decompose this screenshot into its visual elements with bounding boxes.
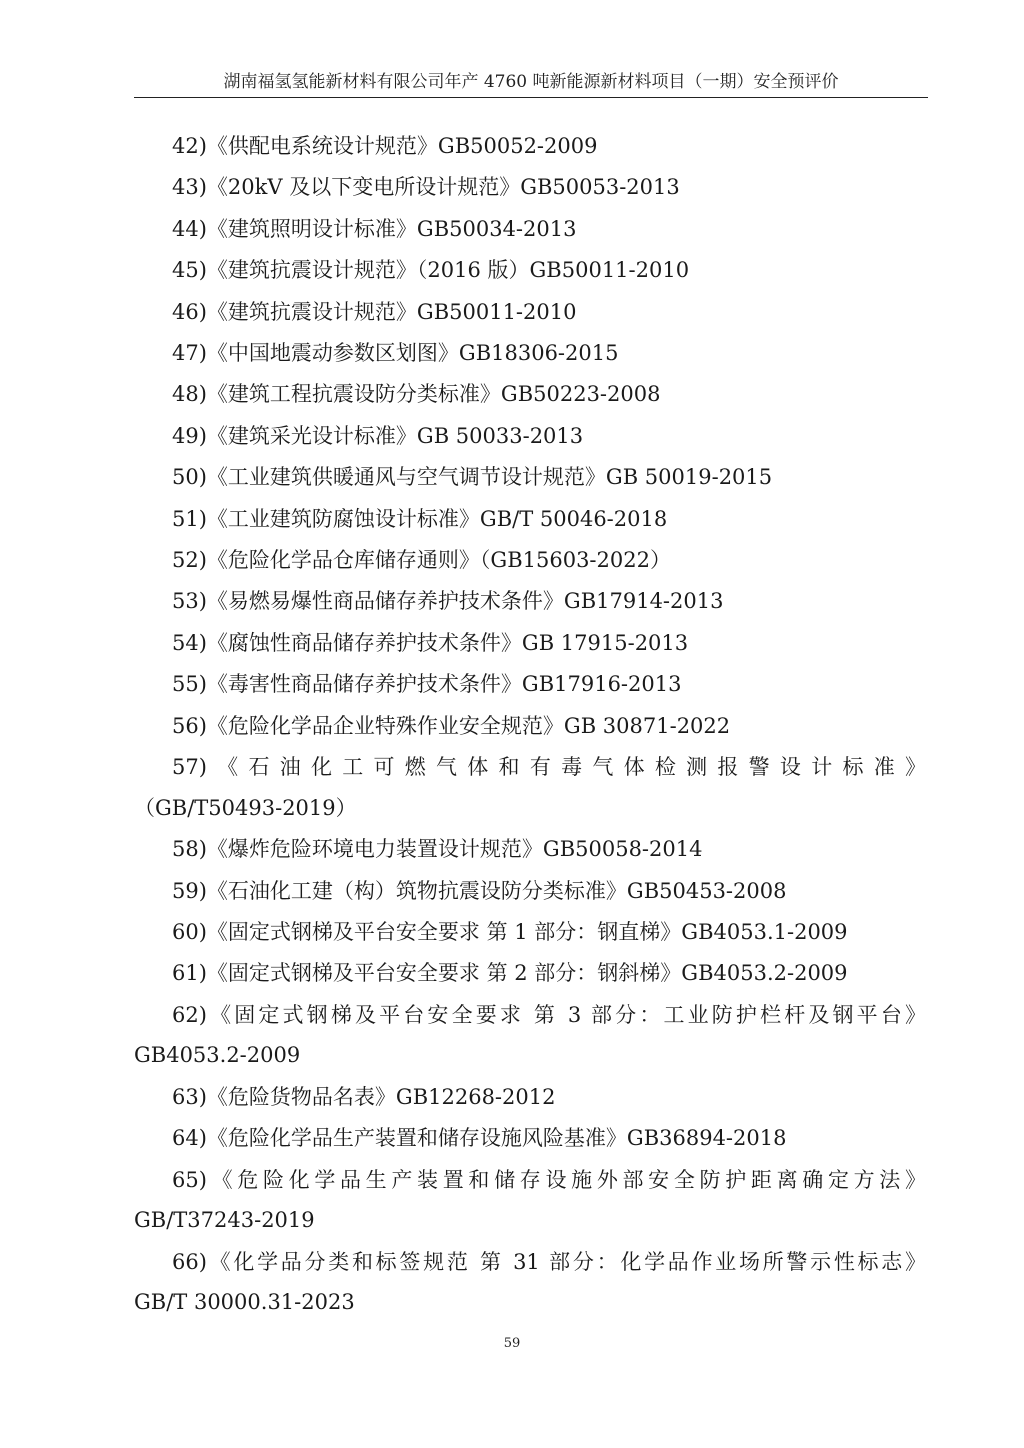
reference-item-65-line2: GB/T37243-2019 xyxy=(134,1208,315,1233)
reference-item-43: 43)《20kV 及以下变电所设计规范》GB50053-2013 xyxy=(172,175,680,200)
page-number: 59 xyxy=(503,1336,521,1351)
reference-item-62-line2: GB4053.2-2009 xyxy=(134,1043,301,1068)
reference-item-51: 51)《工业建筑防腐蚀设计标准》GB/T 50046-2018 xyxy=(172,506,668,531)
reference-item-46: 46)《建筑抗震设计规范》GB50011-2010 xyxy=(172,299,577,324)
reference-item-64: 64)《危险化学品生产装置和储存设施风险基准》GB36894-2018 xyxy=(172,1126,787,1151)
reference-item-49: 49)《建筑采光设计标准》GB 50033-2013 xyxy=(172,423,584,448)
reference-item-56: 56)《危险化学品企业特殊作业安全规范》GB 30871-2022 xyxy=(172,713,731,738)
reference-item-66 xyxy=(134,1242,926,1323)
reference-item-47: 47)《中国地震动参数区划图》GB18306-2015 xyxy=(172,341,619,366)
running-header: 湖南福氢氢能新材料有限公司年产 4760 吨新能源新材料项目（一期）安全预评价 xyxy=(223,72,839,92)
reference-item-65-line1: 65)《危险化学品生产装置和储存设施外部安全防护距离确定方法》 xyxy=(172,1167,926,1192)
reference-item-57-line2: （GB/T50493-2019） xyxy=(134,795,357,820)
reference-list xyxy=(134,126,926,1324)
reference-item-58: 58)《爆炸危险环境电力装置设计规范》GB50058-2014 xyxy=(172,837,703,862)
reference-item-44: 44)《建筑照明设计标准》GB50034-2013 xyxy=(172,216,577,241)
reference-item-42: 42)《供配电系统设计规范》GB50052-2009 xyxy=(172,134,598,158)
header-rule xyxy=(134,97,928,98)
reference-item-62 xyxy=(134,995,926,1076)
reference-item-62-line1: 62)《固定式钢梯及平台安全要求 第 3 部分：工业防护栏杆及钢平台》 xyxy=(172,1002,926,1027)
reference-item-57-line1: 57)《石油化工可燃气体和有毒气体检测报警设计标准》 xyxy=(172,755,926,780)
reference-item-53: 53)《易燃易爆性商品储存养护技术条件》GB17914-2013 xyxy=(172,589,724,614)
reference-item-54: 54)《腐蚀性商品储存养护技术条件》GB 17915-2013 xyxy=(172,630,689,655)
reference-item-63: 63)《危险货物品名表》GB12268-2012 xyxy=(172,1084,556,1109)
reference-item-52: 52)《危险化学品仓库储存通则》（GB15603-2022） xyxy=(172,548,671,573)
reference-item-57 xyxy=(134,747,926,828)
reference-item-59: 59)《石油化工建（构）筑物抗震设防分类标准》GB50453-2008 xyxy=(172,878,787,903)
reference-item-55: 55)《毒害性商品储存养护技术条件》GB17916-2013 xyxy=(172,672,682,697)
reference-item-50: 50)《工业建筑供暖通风与空气调节设计规范》GB 50019-2015 xyxy=(172,465,773,490)
reference-item-66-line2: GB/T 30000.31-2023 xyxy=(134,1290,355,1315)
reference-item-65 xyxy=(134,1160,926,1241)
reference-item-66-line1: 66)《化学品分类和标签规范 第 31 部分：化学品作业场所警示性标志》 xyxy=(172,1249,926,1274)
reference-item-61: 61)《固定式钢梯及平台安全要求 第 2 部分：钢斜梯》GB4053.2-2009 xyxy=(172,961,848,986)
reference-item-60: 60)《固定式钢梯及平台安全要求 第 1 部分：钢直梯》GB4053.1-2009 xyxy=(172,919,848,944)
reference-item-48: 48)《建筑工程抗震设防分类标准》GB50223-2008 xyxy=(172,382,661,407)
reference-item-45: 45)《建筑抗震设计规范》（2016 版）GB50011-2010 xyxy=(172,258,690,283)
